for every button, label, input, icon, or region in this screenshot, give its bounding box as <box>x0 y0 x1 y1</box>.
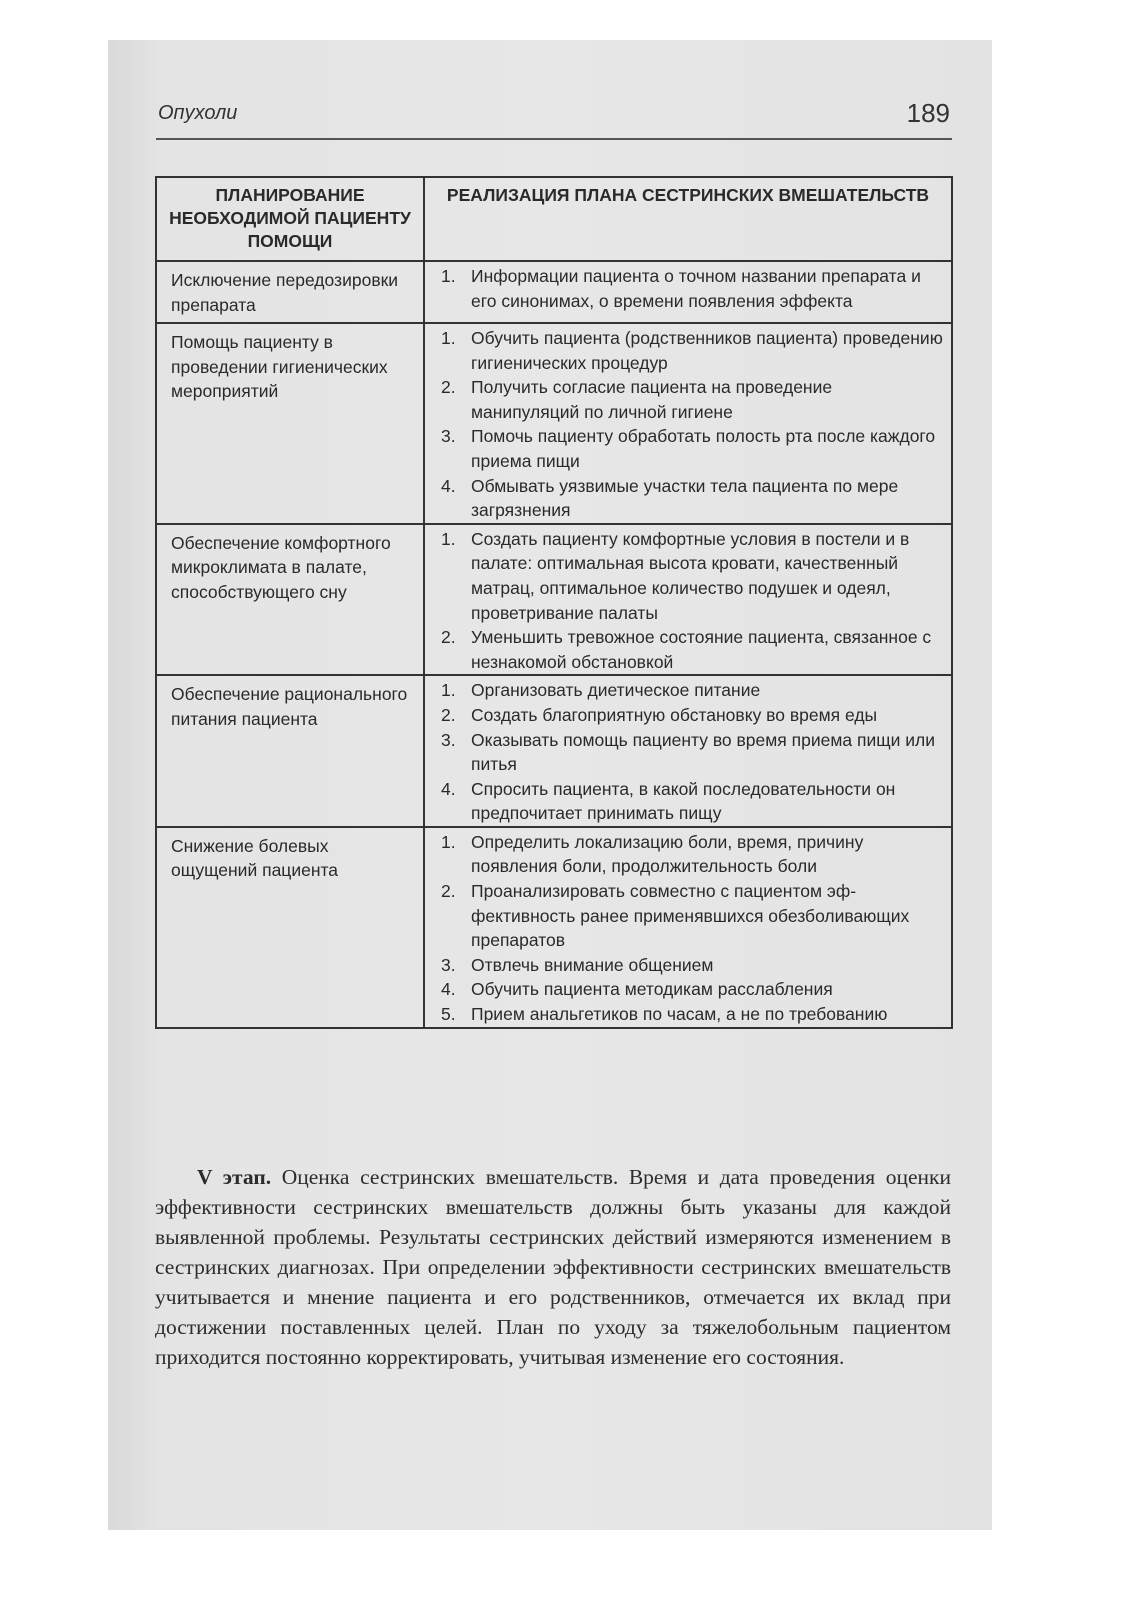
stage-lead: V этап. <box>197 1164 272 1189</box>
list-item: 3. Отвлечь внимание общением <box>441 954 714 975</box>
actions-cell <box>424 827 952 1028</box>
list-item: 4. Спросить пациента, в какой последовательности он предпочитает принимать пищу <box>441 778 896 824</box>
actions-cell <box>424 524 952 676</box>
running-title: Опухоли <box>158 102 238 124</box>
list-item: 2. Получить согласие пациента на проведение манипуляций по личной гигиене <box>441 377 833 422</box>
plan-cell: Снижение болевых ощущений пациента <box>156 827 424 1028</box>
page-header <box>156 96 952 140</box>
list-item: 3. Оказывать помощь пациенту во время приема пищи или питья <box>441 729 936 775</box>
list-item: 1. Информации пациента о точном названии препарата и его синонимах, о времени появления эффекта <box>441 266 921 311</box>
actions-cell <box>424 323 952 524</box>
table-row <box>156 524 952 676</box>
list-item: 4. Обучить пациента методикам расслабления <box>441 979 833 1000</box>
paragraph-text: Оценка сестринских вмешательств. Время и дата проведения оценки эффективности сестринских вмешательств должны быть указаны для каждой выявленной проблемы. Результаты сестринских действий измеряются изменением в сестринских диагнозах. При определении эффективности сестринских вмешательств учитывается и мнение пациента и его родственников, отмечается их вклад при достижении поставленных целей. План по уходу за тяжелобольным пациентом приходится постоянно корректировать, учитывая изменение его состояния. <box>155 1164 952 1370</box>
list-item: 1. Обучить пациента (родственников пациента) проведению гигиенических процедур <box>441 328 943 373</box>
actions-cell <box>424 261 952 323</box>
list-item: 1. Создать пациенту комфортные условия в постели и в палате: оптимальная высота кровати, качественный матрац, оптимальное количество подушек и одеял, проветривание палаты <box>441 528 910 623</box>
list-item: 1. Организовать диетическое питание <box>441 680 761 701</box>
table-row <box>156 675 952 827</box>
table-row <box>156 261 952 323</box>
list-item: 3. Помочь пациенту обработать полость рта после каждого приема пищи <box>441 426 936 471</box>
plan-cell: Обеспечение рационального питания пациента <box>156 675 424 827</box>
body-paragraph <box>155 1162 951 1373</box>
table-header-row <box>156 177 952 261</box>
column-header-implementation: РЕАЛИЗАЦИЯ ПЛАНА СЕСТРИНСКИХ ВМЕШАТЕЛЬСТВ <box>424 177 952 261</box>
plan-cell: Помощь пациенту в проведении гигиенических мероприятий <box>156 323 424 524</box>
list-item: 5. Прием анальгетиков по часам, а не по требованию <box>441 1004 888 1025</box>
list-item: 2. Проанализировать совместно с пациентом эффективность ранее применявшихся обезболивающих препаратов <box>441 881 910 951</box>
table-row <box>156 323 952 524</box>
page-number: 189 <box>906 98 950 128</box>
actions-cell <box>424 675 952 827</box>
list-item: 2. Уменьшить тревожное состояние пациента, связанное с незнакомой обстановкой <box>441 627 932 672</box>
list-item: 2. Создать благоприятную обстановку во время еды <box>441 704 878 725</box>
plan-cell: Обеспечение комфортного микроклимата в палате, способствующего сну <box>156 524 424 676</box>
plan-cell: Исключение передозировки препарата <box>156 261 424 323</box>
list-item: 1. Определить локализацию боли, время, причину появления боли, продолжительность боли <box>441 831 864 877</box>
column-header-planning: ПЛАНИРОВАНИЕ НЕОБХОДИМОЙ ПАЦИЕНТУ ПОМОЩИ <box>156 177 424 261</box>
list-item: 4. Обмывать уязвимые участки тела пациента по мере загрязнения <box>441 475 899 521</box>
table-row <box>156 827 952 1028</box>
care-plan-table <box>155 176 953 1029</box>
